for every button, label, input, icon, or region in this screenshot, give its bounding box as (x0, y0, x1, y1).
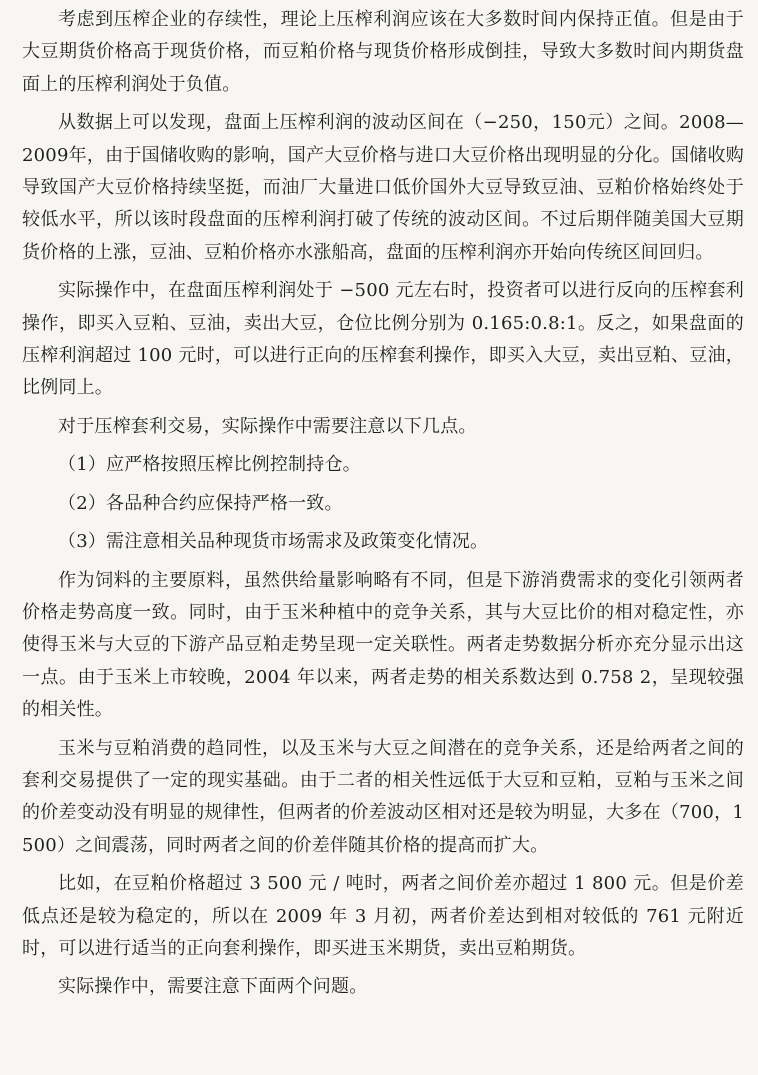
paragraph-1: 考虑到压榨企业的存续性，理论上压榨利润应该在大多数时间内保持正值。但是由于大豆期货价格高于现货价格，而豆粕价格与现货价格形成倒挂，导致大多数时间内期货盘面上的压榨利润处于负值。 (22, 9, 744, 95)
list-item-3: （3）需注意相关品种现货市场需求及政策变化情况。 (58, 531, 489, 553)
paragraph-2: 从数据上可以发现，盘面上压榨利润的波动区间在（−250，150元）之间。2008—2009年，由于国储收购的影响，国产大豆价格与进口大豆价格出现明显的分化。国储收购导致国产大豆价格持续坚挺，而油厂大量进口低价国外大豆导致豆油、豆粕价格始终处于较低水平，所以该时段盘面的压榨利润打破了传统的波动区间。不过后期伴随美国大豆期货价格的上涨，豆油、豆粕价格亦水涨船高，盘面的压榨利润亦开始向传统区间回归。 (22, 112, 744, 263)
list-item-2: （2）各品种合约应保持严格一致。 (58, 492, 343, 514)
list-item-1: （1）应严格按照压榨比例控制持仓。 (58, 454, 361, 476)
paragraph-7: 比如，在豆粕价格超过 3 500 元 / 吨时，两者之间价差亦超过 1 800 元。但是价差低点还是较为稳定的，所以在 2009 年 3 月初，两者价差达到相对较低的 761 元附近时，可以进行适当的正向套利操作，即买进玉米期货，卖出豆粕期货。 (22, 873, 744, 959)
paragraph-3: 实际操作中，在盘面压榨利润处于 −500 元左右时，投资者可以进行反向的压榨套利操作，即买入豆粕、豆油，卖出大豆，仓位比例分别为 0.165:0.8:1。反之，如果盘面的压榨利润超过 100 元时，可以进行正向的压榨套利操作，即买入大豆，卖出豆粕、豆油，比例同上。 (22, 280, 744, 399)
paragraph-6: 玉米与豆粕消费的趋同性，以及玉米与大豆之间潜在的竞争关系，还是给两者之间的套利交易提供了一定的现实基础。由于二者的相关性远低于大豆和豆粕，豆粕与玉米之间的价差变动没有明显的规律性，但两者的价差波动区相对还是较为明显，大多在（700，1 500）之间震荡，同时两者之间的价差伴随其价格的提高而扩大。 (22, 737, 744, 856)
paragraph-8: 实际操作中，需要注意下面两个问题。 (58, 976, 368, 998)
document-body (22, 4, 744, 1004)
paragraph-4: 对于压榨套利交易，实际操作中需要注意以下几点。 (58, 415, 477, 437)
paragraph-5: 作为饲料的主要原料，虽然供给量影响略有不同，但是下游消费需求的变化引领两者价格走势高度一致。同时，由于玉米种植中的竞争关系，其与大豆比价的相对稳定性，亦使得玉米与大豆的下游产品豆粕走势呈现一定关联性。两者走势数据分析亦充分显示出这一点。由于玉米上市较晚，2004 年以来，两者走势的相关系数达到 0.758 2，呈现较强的相关性。 (22, 569, 744, 721)
